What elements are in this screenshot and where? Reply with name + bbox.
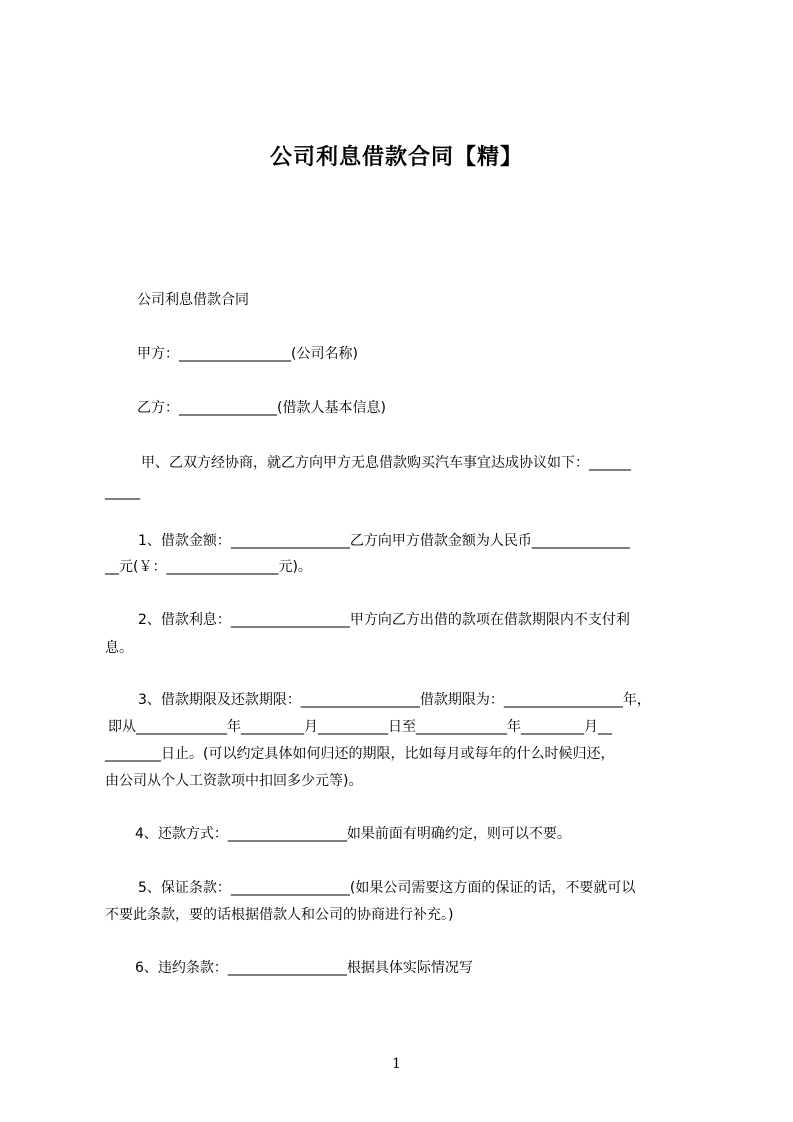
clause-5-line-2: 不要此条款，要的话根据借款人和公司的协商进行补充。): [105, 907, 454, 923]
page-number: 1: [392, 1056, 401, 1072]
clause-1-line-1: 1、借款金额：_________________乙方向甲方借款金额为人民币______________: [138, 533, 630, 549]
clause-2-line-1: 2、借款利息：_________________甲方向乙方出借的款项在借款期限内不支付利: [138, 612, 630, 628]
party-b-line: 乙方：______________(借款人基本信息): [137, 400, 386, 416]
clause-4-line: 4、还款方式：_________________如果前面有明确约定，则可以不要。: [135, 826, 571, 842]
clause-1-line-2: __元(￥：________________元)。: [105, 559, 312, 575]
clause-3-line-2: 即从_____________年_________月__________日至_____________年_________月__: [108, 719, 612, 735]
clause-3-line-1: 3、借款期限及还款期限：_________________借款期限为：_________________年，: [138, 692, 651, 708]
clause-2-line-2: 息。: [105, 640, 133, 656]
party-a-line: 甲方：________________(公司名称): [137, 346, 358, 362]
agreement-intro-line-1: 甲、乙双方经协商，就乙方向甲方无息借款购买汽车事宜达成协议如下：______: [141, 455, 631, 471]
document-title: 公司利息借款合同【精】: [269, 145, 523, 170]
contract-heading: 公司利息借款合同: [137, 292, 249, 308]
clause-5-line-1: 5、保证条款：_________________(如果公司需要这方面的保证的话，不要就可以: [138, 880, 636, 896]
clause-3-line-4: 由公司从个人工资款项中扣回多少元等)。: [105, 773, 363, 789]
clause-6-line: 6、违约条款：_________________根据具体实际情况写: [135, 960, 473, 976]
clause-3-line-3: ________日止。(可以约定具体如何归还的期限，比如每月或每年的什么时候归还，: [105, 746, 615, 762]
agreement-intro-line-2: _____: [105, 484, 140, 500]
